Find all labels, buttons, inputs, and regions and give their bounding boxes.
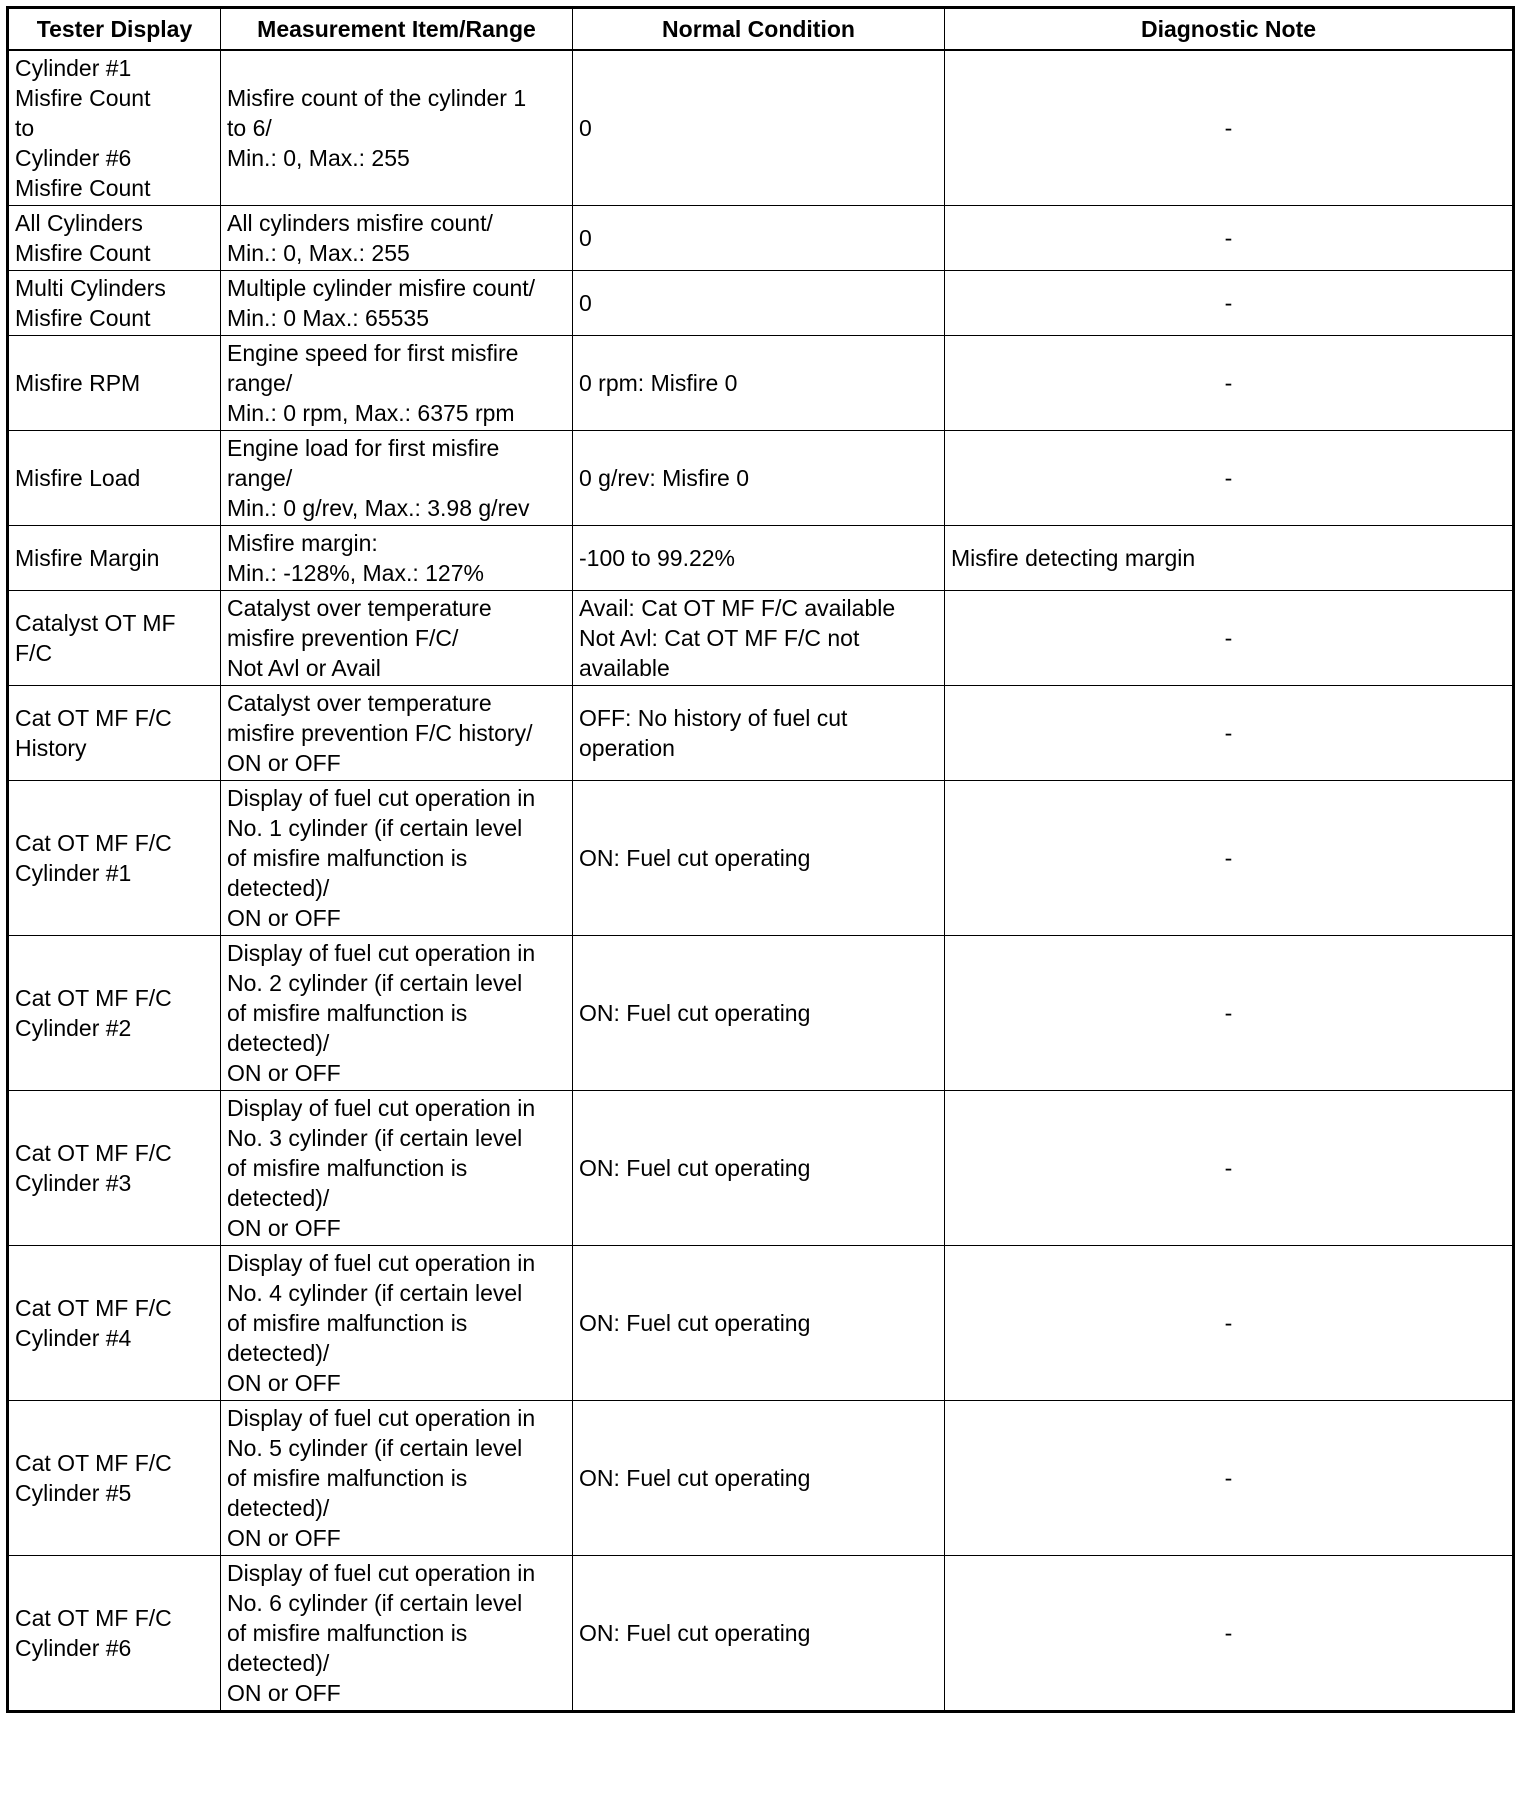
cell-diagnostic-note: - — [945, 50, 1514, 206]
cell-normal-condition: ON: Fuel cut operating — [573, 1556, 945, 1712]
table-row — [8, 781, 1514, 936]
cell-measurement: Display of fuel cut operation in No. 2 cylinder (if certain level of misfire malfunction is detected)/ ON or OFF — [221, 936, 573, 1091]
table-row — [8, 431, 1514, 526]
cell-normal-condition: ON: Fuel cut operating — [573, 936, 945, 1091]
cell-normal-condition: ON: Fuel cut operating — [573, 1091, 945, 1246]
cell-tester-display: Cat OT MF F/C Cylinder #1 — [8, 781, 221, 936]
cell-normal-condition: ON: Fuel cut operating — [573, 1246, 945, 1401]
table-row — [8, 50, 1514, 206]
header-diagnostic-note: Diagnostic Note — [945, 8, 1514, 51]
cell-measurement: Display of fuel cut operation in No. 3 cylinder (if certain level of misfire malfunction is detected)/ ON or OFF — [221, 1091, 573, 1246]
cell-measurement: Display of fuel cut operation in No. 4 cylinder (if certain level of misfire malfunction is detected)/ ON or OFF — [221, 1246, 573, 1401]
table-row — [8, 526, 1514, 591]
cell-diagnostic-note: - — [945, 431, 1514, 526]
cell-tester-display: Cat OT MF F/C Cylinder #5 — [8, 1401, 221, 1556]
cell-diagnostic-note: - — [945, 271, 1514, 336]
cell-measurement: Misfire margin: Min.: -128%, Max.: 127% — [221, 526, 573, 591]
table-row — [8, 206, 1514, 271]
cell-normal-condition: 0 — [573, 50, 945, 206]
cell-measurement: Multiple cylinder misfire count/ Min.: 0 Max.: 65535 — [221, 271, 573, 336]
cell-measurement: Engine speed for first misfire range/ Min.: 0 rpm, Max.: 6375 rpm — [221, 336, 573, 431]
cell-tester-display: Cylinder #1 Misfire Count to Cylinder #6 Misfire Count — [8, 50, 221, 206]
cell-normal-condition: ON: Fuel cut operating — [573, 1401, 945, 1556]
cell-measurement: Catalyst over temperature misfire prevention F/C/ Not Avl or Avail — [221, 591, 573, 686]
cell-diagnostic-note: - — [945, 936, 1514, 1091]
cell-tester-display: Cat OT MF F/C Cylinder #3 — [8, 1091, 221, 1246]
table-row — [8, 336, 1514, 431]
cell-normal-condition: 0 g/rev: Misfire 0 — [573, 431, 945, 526]
cell-diagnostic-note: - — [945, 206, 1514, 271]
cell-tester-display: Misfire Load — [8, 431, 221, 526]
cell-tester-display: Cat OT MF F/C Cylinder #6 — [8, 1556, 221, 1712]
cell-measurement: Misfire count of the cylinder 1 to 6/ Min.: 0, Max.: 255 — [221, 50, 573, 206]
cell-normal-condition: ON: Fuel cut operating — [573, 781, 945, 936]
header-normal-condition: Normal Condition — [573, 8, 945, 51]
table-row — [8, 1401, 1514, 1556]
cell-normal-condition: OFF: No history of fuel cut operation — [573, 686, 945, 781]
table-row — [8, 1246, 1514, 1401]
cell-measurement: All cylinders misfire count/ Min.: 0, Max.: 255 — [221, 206, 573, 271]
cell-diagnostic-note: - — [945, 686, 1514, 781]
cell-normal-condition: 0 — [573, 206, 945, 271]
cell-measurement: Display of fuel cut operation in No. 1 cylinder (if certain level of misfire malfunction is detected)/ ON or OFF — [221, 781, 573, 936]
cell-tester-display: Catalyst OT MF F/C — [8, 591, 221, 686]
table-row — [8, 1556, 1514, 1712]
header-tester-display: Tester Display — [8, 8, 221, 51]
cell-normal-condition: -100 to 99.22% — [573, 526, 945, 591]
cell-diagnostic-note: - — [945, 781, 1514, 936]
table-row — [8, 1091, 1514, 1246]
cell-tester-display: Cat OT MF F/C Cylinder #2 — [8, 936, 221, 1091]
table-row — [8, 936, 1514, 1091]
cell-diagnostic-note: - — [945, 1246, 1514, 1401]
cell-measurement: Catalyst over temperature misfire prevention F/C history/ ON or OFF — [221, 686, 573, 781]
cell-tester-display: Cat OT MF F/C Cylinder #4 — [8, 1246, 221, 1401]
cell-diagnostic-note: Misfire detecting margin — [945, 526, 1514, 591]
cell-diagnostic-note: - — [945, 1401, 1514, 1556]
cell-normal-condition: Avail: Cat OT MF F/C available Not Avl: Cat OT MF F/C not available — [573, 591, 945, 686]
table-header-row — [8, 8, 1514, 51]
cell-measurement: Display of fuel cut operation in No. 6 cylinder (if certain level of misfire malfunction is detected)/ ON or OFF — [221, 1556, 573, 1712]
table-row — [8, 686, 1514, 781]
cell-tester-display: Multi Cylinders Misfire Count — [8, 271, 221, 336]
cell-diagnostic-note: - — [945, 1091, 1514, 1246]
data-list-table — [6, 6, 1515, 1713]
cell-measurement: Display of fuel cut operation in No. 5 cylinder (if certain level of misfire malfunction is detected)/ ON or OFF — [221, 1401, 573, 1556]
cell-diagnostic-note: - — [945, 1556, 1514, 1712]
cell-normal-condition: 0 rpm: Misfire 0 — [573, 336, 945, 431]
cell-diagnostic-note: - — [945, 591, 1514, 686]
cell-diagnostic-note: - — [945, 336, 1514, 431]
cell-tester-display: Misfire Margin — [8, 526, 221, 591]
cell-measurement: Engine load for first misfire range/ Min.: 0 g/rev, Max.: 3.98 g/rev — [221, 431, 573, 526]
table-row — [8, 591, 1514, 686]
cell-tester-display: Cat OT MF F/C History — [8, 686, 221, 781]
header-measurement-item-range: Measurement Item/Range — [221, 8, 573, 51]
cell-tester-display: All Cylinders Misfire Count — [8, 206, 221, 271]
cell-tester-display: Misfire RPM — [8, 336, 221, 431]
table-row — [8, 271, 1514, 336]
cell-normal-condition: 0 — [573, 271, 945, 336]
